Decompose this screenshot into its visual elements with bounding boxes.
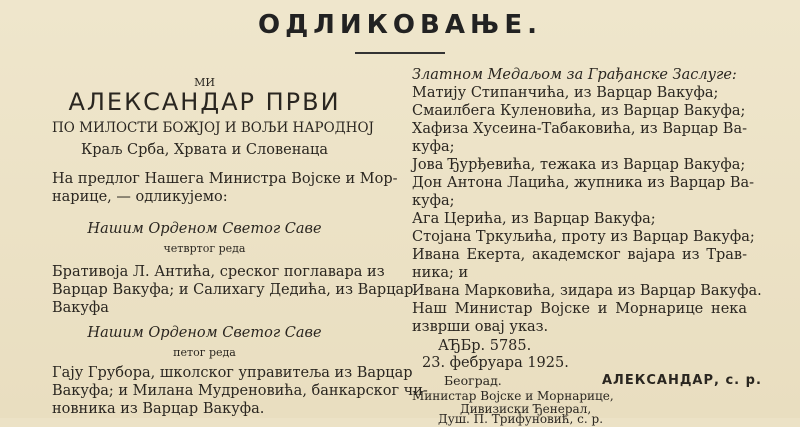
proposal-line-2: нарице, — одликујемо: xyxy=(52,189,228,205)
medal-line-12: Ивана Марковића, зидара из Варцар Вакуфа. xyxy=(412,283,762,299)
file-number: АЂБр. 5785. xyxy=(438,338,532,354)
order4-heading: Нашим Орденом Светог Саве xyxy=(87,221,322,237)
medal-line-9: Стојана Тркуљића, проту из Варцар Вакуфа; xyxy=(412,229,755,245)
medal-line-5: Јова Ђурђевића, тежака из Варцар Вакуфа; xyxy=(412,157,746,173)
order5-line-2: Вакуфа; и Милана Мудреновића, банкарског чи- xyxy=(52,383,428,399)
medal-line-1: Матију Стипанчића, из Варцар Вакуфа; xyxy=(412,85,719,101)
page-title: ОДЛИКОВАЊЕ. xyxy=(258,10,542,40)
closing-line-2: изврши овај указ. xyxy=(412,319,549,335)
order5-grade: петог реда xyxy=(173,346,236,359)
order4-line-1: Бративоја Л. Антића, среског поглавара из xyxy=(52,264,385,280)
grace-line: ПО МИЛОСТИ БОЖЈОЈ И ВОЉИ НАРОДНОЈ xyxy=(52,120,374,136)
medal-line-7: куфа; xyxy=(412,193,455,209)
kingdom-line: Краљ Срба, Хрвата и Словенаца xyxy=(81,142,328,158)
medal-line-10: Ивана Екерта, академског вајара из Трав- xyxy=(412,247,747,263)
order4-grade: четвртог реда xyxy=(163,242,246,255)
decree-date: 23. фебруара 1925. xyxy=(422,355,569,371)
minister-title: Министар Војске и Морнарице, xyxy=(412,389,614,403)
medal-line-8: Ага Церића, из Варцар Вакуфа; xyxy=(412,211,656,227)
title-underline xyxy=(355,52,445,54)
order5-line-3: новника из Варцар Вакуфа. xyxy=(52,401,265,417)
mi-text: МИ xyxy=(194,76,215,89)
order4-line-2: Варцар Вакуфа; и Салихагу Дедића, из Варцар xyxy=(52,282,414,298)
closing-line-1: Наш Министар Војске и Морнарице нека xyxy=(412,301,747,317)
medal-heading: Златном Медаљом за Грађанске Заслуге: xyxy=(412,67,737,83)
order4-line-3: Вакуфа xyxy=(52,300,109,316)
king-name: АЛЕКСАНДАР ПРВИ xyxy=(68,88,341,116)
medal-line-3: Хафиза Хусеина-Табаковића, из Варцар Ва- xyxy=(412,121,747,137)
medal-line-2: Смаилбега Куленовића, из Варцар Вакуфа; xyxy=(412,103,746,119)
decree-place: Београд. xyxy=(444,373,502,388)
medal-line-11: ника; и xyxy=(412,265,469,281)
order5-line-1: Гају Грубора, школског управитеља из Варцар xyxy=(52,365,413,381)
medal-line-4: куфа; xyxy=(412,139,455,155)
order5-heading: Нашим Орденом Свeтог Саве xyxy=(87,325,322,341)
king-signature: АЛЕКСАНДАР, с. р. xyxy=(602,373,762,388)
minister-rank: Дивизиски Ђенерал, xyxy=(460,402,592,416)
minister-name: Душ. П. Трифуновић, с. р. xyxy=(438,412,604,426)
proposal-line-1: На предлог Нашега Министра Војске и Мор- xyxy=(52,171,398,187)
medal-line-6: Дон Антона Лацића, жупника из Варцар Ва- xyxy=(412,175,755,191)
